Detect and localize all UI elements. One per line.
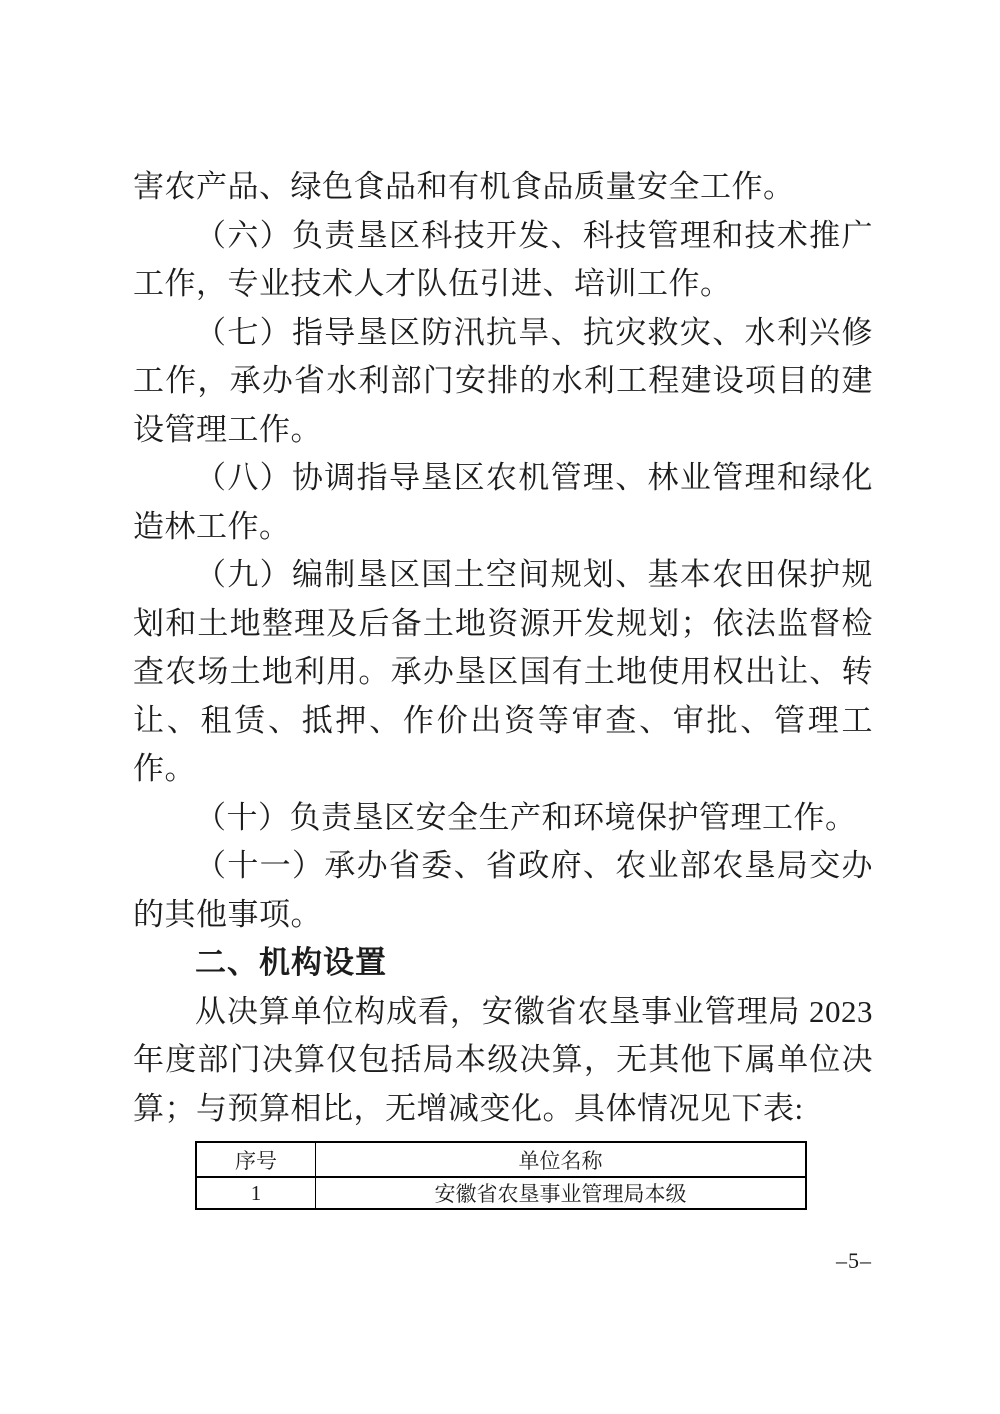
body-paragraph-item-10: （十）负责垦区安全生产和环境保护管理工作。	[195, 799, 857, 835]
document-body	[133, 163, 873, 1210]
body-paragraph-item-9: （九）编制垦区国土空间规划、基本农田保护规划和土地整理及后备土地资源开发规划；依法监督检查农场土地利用。承办垦区国有土地使用权出让、转让、租赁、抵押、作价出资等审查、审批、管理工作。	[133, 557, 873, 786]
page-number: –5–	[836, 1248, 872, 1273]
section-heading-organization-setup: 二、机构设置	[195, 945, 387, 980]
unit-name-cell: 安徽省农垦事业管理局本级	[316, 1177, 807, 1209]
body-paragraph-item-6: （六）负责垦区科技开发、科技管理和技术推广工作，专业技术人才队伍引进、培训工作。	[133, 217, 873, 301]
body-paragraph-item-11: （十一）承办省委、省政府、农业部农垦局交办的其他事项。	[133, 848, 873, 932]
body-paragraph-item-7: （七）指导垦区防汛抗旱、抗灾救灾、水利兴修工作，承办省水利部门安排的水利工程建设项目的建设管理工作。	[133, 314, 873, 447]
table-row	[196, 1177, 806, 1209]
body-paragraph-continuation: 害农产品、绿色食品和有机食品质量安全工作。	[133, 169, 795, 204]
body-paragraph-intro: 从决算单位构成看，安徽省农垦事业管理局 2023 年度部门决算仅包括局本级决算，无其他下属单位决算；与预算相比，无增减变化。具体情况见下表:	[133, 993, 873, 1126]
table-header-unit-name: 单位名称	[316, 1142, 807, 1177]
unit-table-header-row	[196, 1142, 806, 1177]
serial-number-cell: 1	[196, 1177, 316, 1209]
table-header-serial-number: 序号	[196, 1142, 316, 1177]
body-paragraph-item-8: （八）协调指导垦区农机管理、林业管理和绿化造林工作。	[133, 460, 873, 544]
unit-table	[195, 1141, 807, 1210]
